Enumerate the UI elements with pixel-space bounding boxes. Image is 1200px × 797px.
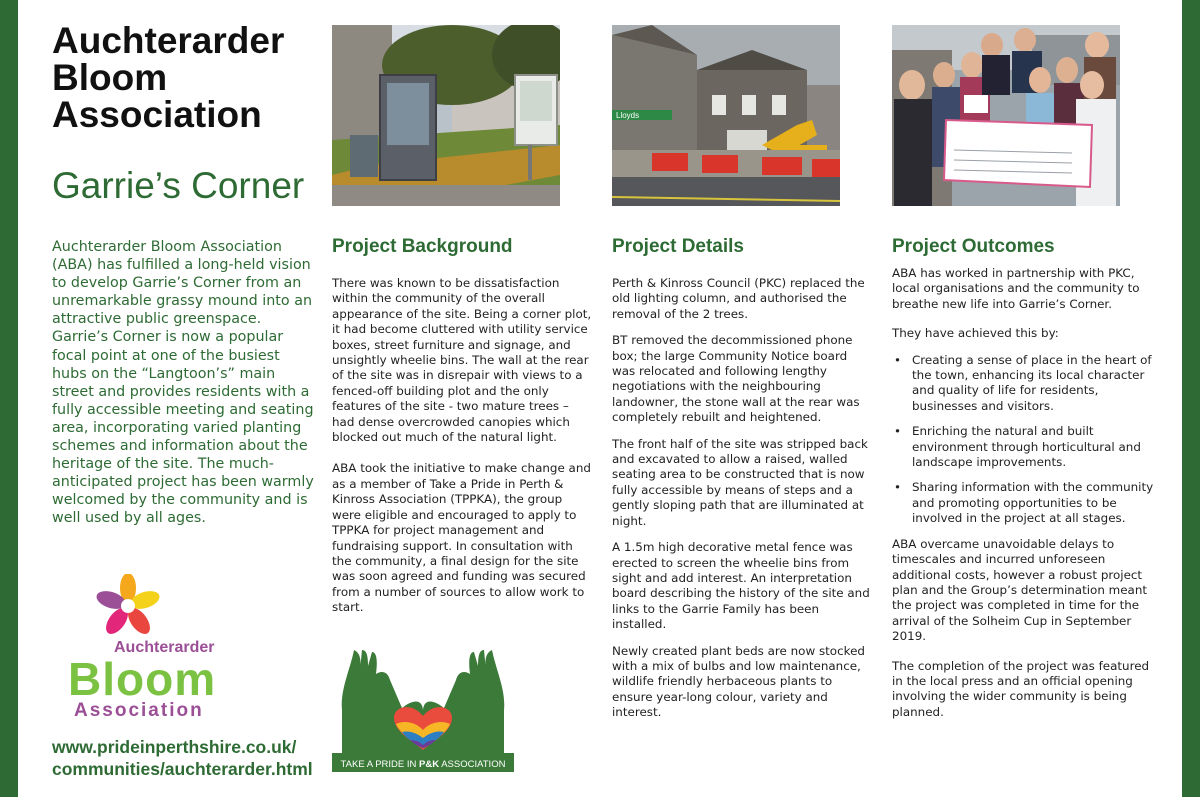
- outcomes-heading: Project Outcomes: [892, 236, 1055, 257]
- title-line-2: Bloom: [52, 57, 168, 98]
- details-paragraph: BT removed the decommissioned phone box; the large Community Notice board was relocated and following lengthy negotiations with the neighbouring landowner, the stone wall at the rear was completely rebuilt and heightened.: [612, 333, 860, 425]
- background-heading: Project Background: [332, 236, 513, 257]
- details-paragraph: The front half of the site was stripped back and excavated to allow a raised, walled seating area to be constructed that is now fully accessible by means of steps and a gently sloping path that are illuminated at night.: [612, 436, 868, 528]
- details-paragraph: Newly created plant beds are now stocked with a mix of bulbs and low maintenance, wildlife friendly herbaceous plants to ensure year-long colour, variety and interest.: [612, 643, 865, 720]
- outcomes-paragraph: ABA overcame unavoidable delays to timescales and incurred unforeseen additional costs, however a robust project plan and the Group’s determination meant the project was completed in time for the arrival of the Solheim Cup in September 2019.: [892, 536, 1148, 644]
- bloom-logo: [46, 574, 256, 724]
- outcomes-lead: They have achieved this by:: [892, 326, 1059, 341]
- flower-icon: [46, 574, 256, 724]
- details-paragraph: A 1.5m high decorative metal fence was erected to screen the wheelie bins from sight and add interest. An interpretation board describing the history of the site and links to the Garrie Family has been installed.: [612, 540, 870, 632]
- background-paragraph: ABA took the initiative to make change and as a member of Take a Pride in Perth & Kinross Association (TPPKA), the group were eligible and encouraged to apply to TPPKA for project management and fundraising support. In consultation with the community, a final design for the site was soon agreed and funding was secured from a number of sources to allow work to start.: [332, 461, 591, 615]
- title-line-1: Auchterarder: [52, 20, 285, 61]
- heart-hands-icon: [332, 640, 514, 772]
- photo-cheque-group: [892, 25, 1120, 206]
- poster-sheet: [18, 0, 1182, 797]
- list-item: • Sharing information with the community and promoting opportunities to be involved in the project at all stages.: [892, 480, 1154, 526]
- page-title: [52, 22, 322, 133]
- title-line-3: Association: [52, 94, 262, 135]
- bloom-logo-line1: Auchterarder: [114, 639, 215, 656]
- bloom-logo-line3: Association: [74, 700, 204, 721]
- tppka-logo: [332, 640, 514, 772]
- list-item: • Creating a sense of place in the heart of the town, enhancing its local character and quality of life for residents, businesses and visitors.: [892, 353, 1154, 415]
- outcomes-intro: ABA has worked in partnership with PKC, local organisations and the community to breathe new life into Garrie’s Corner.: [892, 266, 1140, 311]
- outcomes-body: [892, 266, 1154, 731]
- page-subtitle: Garrie’s Corner: [52, 165, 305, 206]
- url-line-2: communities/auchterarder.html: [52, 759, 313, 779]
- list-item: • Enriching the natural and built environment through horticultural and landscape improvements.: [892, 424, 1154, 470]
- photo-phone-box: [332, 25, 560, 206]
- website-link[interactable]: [52, 736, 313, 780]
- outcomes-paragraph: The completion of the project was featured in the local press and an official opening involving the wider community is being planned.: [892, 658, 1150, 719]
- photo-construction: [612, 25, 840, 206]
- background-body: [332, 276, 594, 627]
- photo2-sign-text: Lloyds: [616, 111, 640, 120]
- intro-paragraph: Auchterarder Bloom Association (ABA) has fulfilled a long-held vision to develop Garrie’s Corner from an unremarkable grassy mound into an attractive public greenspace. Garrie’s Corner is now a popular focal point at one of the busiest hubs on the “Langtoon’s” main street and provides residents with a fully accessible meeting and seating area, incorporating varied planting schemes and information about the heritage of the site. The much-anticipated project has been warmly welcomed by the community and is well used by all ages.: [52, 239, 314, 527]
- outcomes-list: [892, 353, 1154, 527]
- url-line-1: www.prideinperthshire.co.uk/: [52, 737, 297, 757]
- tppka-logo-text: TAKE A PRIDE IN P&K ASSOCIATION: [340, 759, 506, 770]
- details-heading: Project Details: [612, 236, 744, 257]
- background-paragraph: There was known to be dissatisfaction within the community of the overall appearance of the site. Being a corner plot, it had become cluttered with utility service boxes, street furniture and signage, and unsightly wheelie bins. The wall at the rear of the site was in disrepair with views to a fenced-off building plot and the only features of the site - two mature trees – had dense overcrowded canopies which blocked out much of the natural light.: [332, 276, 592, 445]
- bloom-logo-line2: Bloom: [68, 653, 217, 705]
- details-body: [612, 276, 874, 732]
- details-paragraph: Perth & Kinross Council (PKC) replaced the old lighting column, and authorised the removal of the 2 trees.: [612, 276, 865, 321]
